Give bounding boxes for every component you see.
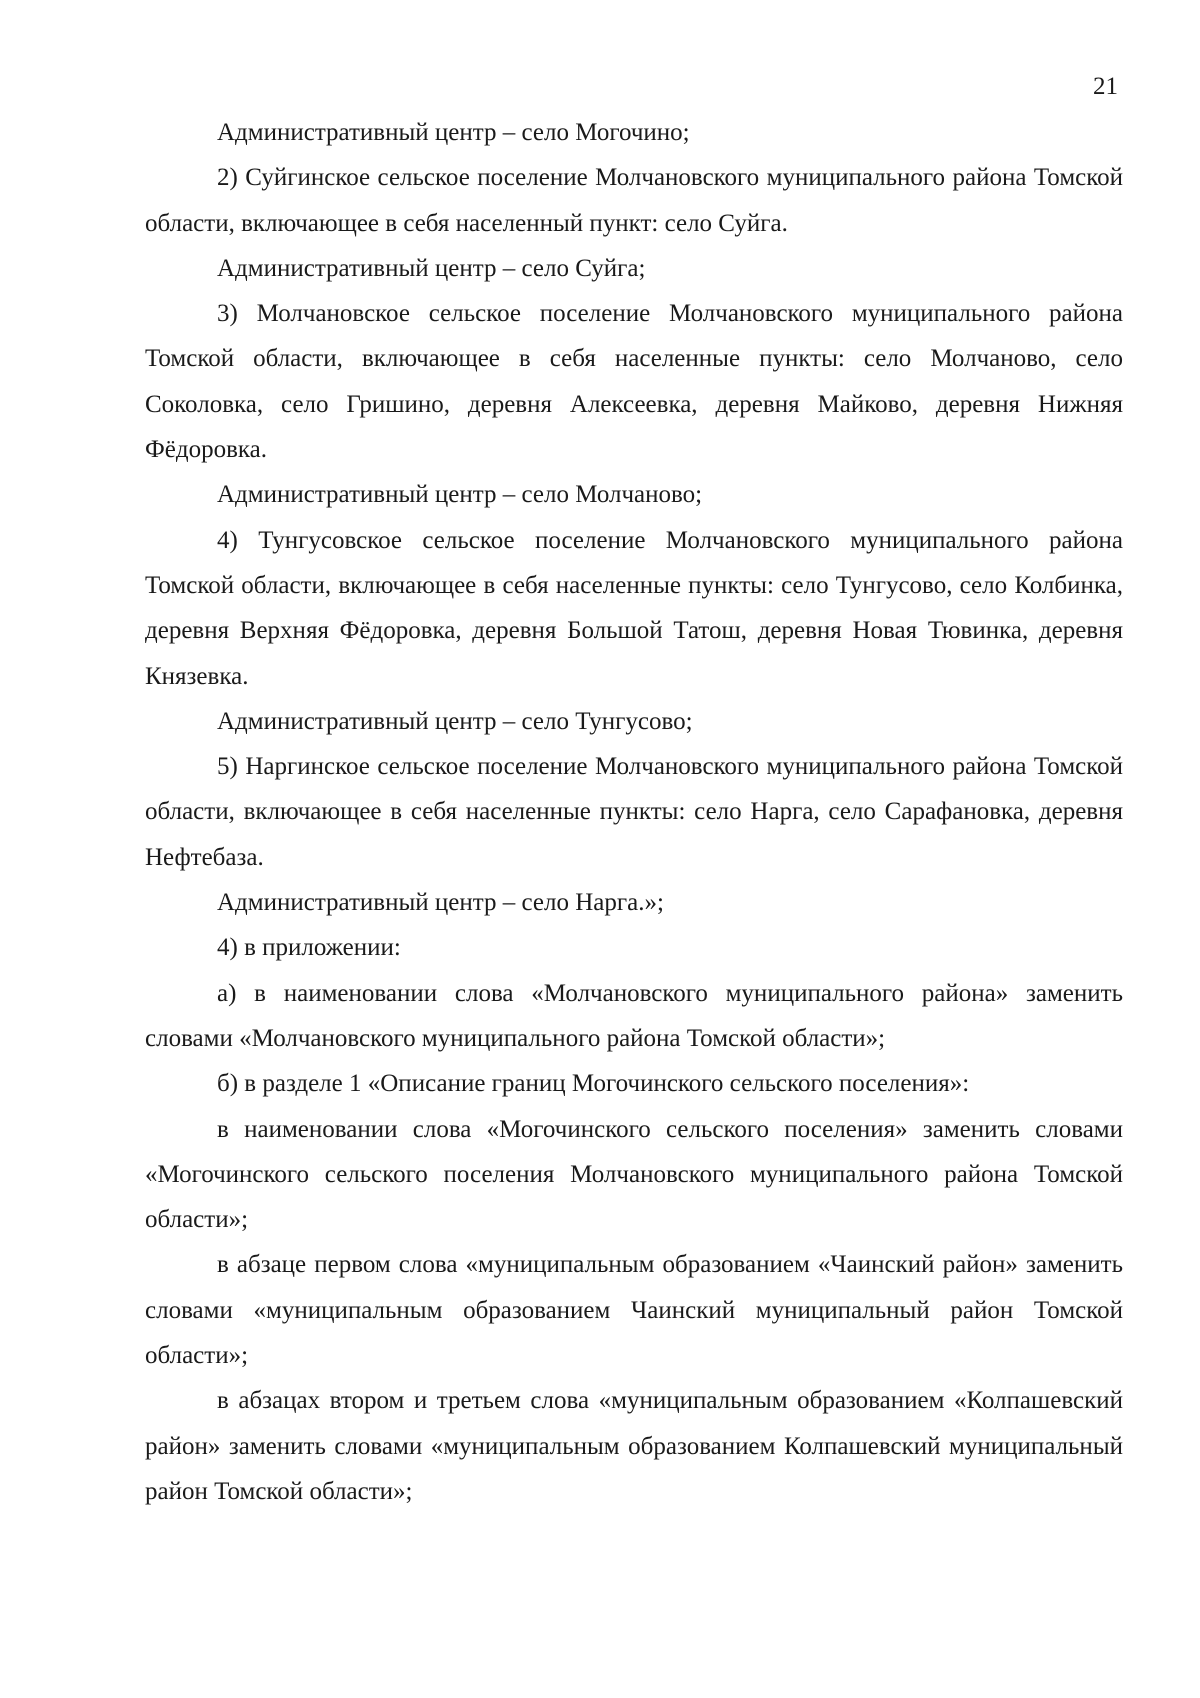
document-body	[145, 110, 1123, 1514]
paragraph: Административный центр – село Нарга.»;	[217, 889, 664, 917]
paragraph: Административный центр – село Тунгусово;	[217, 707, 693, 735]
paragraph: 2) Суйгинское сельское поселение Молчановского муниципального района Томской области, включающее в себя населенный пункт: село Суйга.	[145, 164, 1123, 237]
paragraph: 4) в приложении:	[217, 934, 401, 962]
paragraph: в абзаце первом слова «муниципальным образованием «Чаинский район» заменить словами «муниципальным образованием Чаинский муниципальный район Томской области»;	[145, 1251, 1123, 1370]
paragraph: Административный центр – село Могочино;	[217, 119, 690, 146]
paragraph: Административный центр – село Молчаново;	[217, 481, 703, 509]
paragraph: 3) Молчановское сельское поселение Молчановского муниципального района Томской области, включающее в себя населенные пункты: село Молчаново, село Соколовка, село Гришино, деревня Алексеевка, деревня Майково, деревня Нижняя Фёдоровка.	[145, 300, 1123, 464]
paragraph: в наименовании слова «Могочинского сельского поселения» заменить словами «Могочинского сельского поселения Молчановского муниципального района Томской области»;	[145, 1115, 1123, 1234]
page-number: 21	[1093, 73, 1118, 100]
paragraph: а) в наименовании слова «Молчановского муниципального района» заменить словами «Молчановского муниципального района Томской области»;	[145, 979, 1123, 1052]
paragraph: б) в разделе 1 «Описание границ Могочинского сельского поселения»:	[217, 1070, 970, 1098]
paragraph: 5) Наргинское сельское поселение Молчановского муниципального района Томской области, включающее в себя населенные пункты: село Нарга, село Сарафановка, деревня Нефтебаза.	[145, 753, 1123, 871]
paragraph: Административный центр – село Суйга;	[217, 254, 646, 282]
paragraph: в абзацах втором и третьем слова «муниципальным образованием «Колпашевский район» заменить словами «муниципальным образованием Колпашевский муниципальный район Томской области»;	[145, 1387, 1123, 1505]
paragraph: 4) Тунгусовское сельское поселение Молчановского муниципального района Томской области, включающее в себя населенные пункты: село Тунгусово, село Колбинка, деревня Верхняя Фёдоровка, деревня Большой Татош, деревня Новая Тювинка, деревня Князевка.	[145, 526, 1123, 690]
